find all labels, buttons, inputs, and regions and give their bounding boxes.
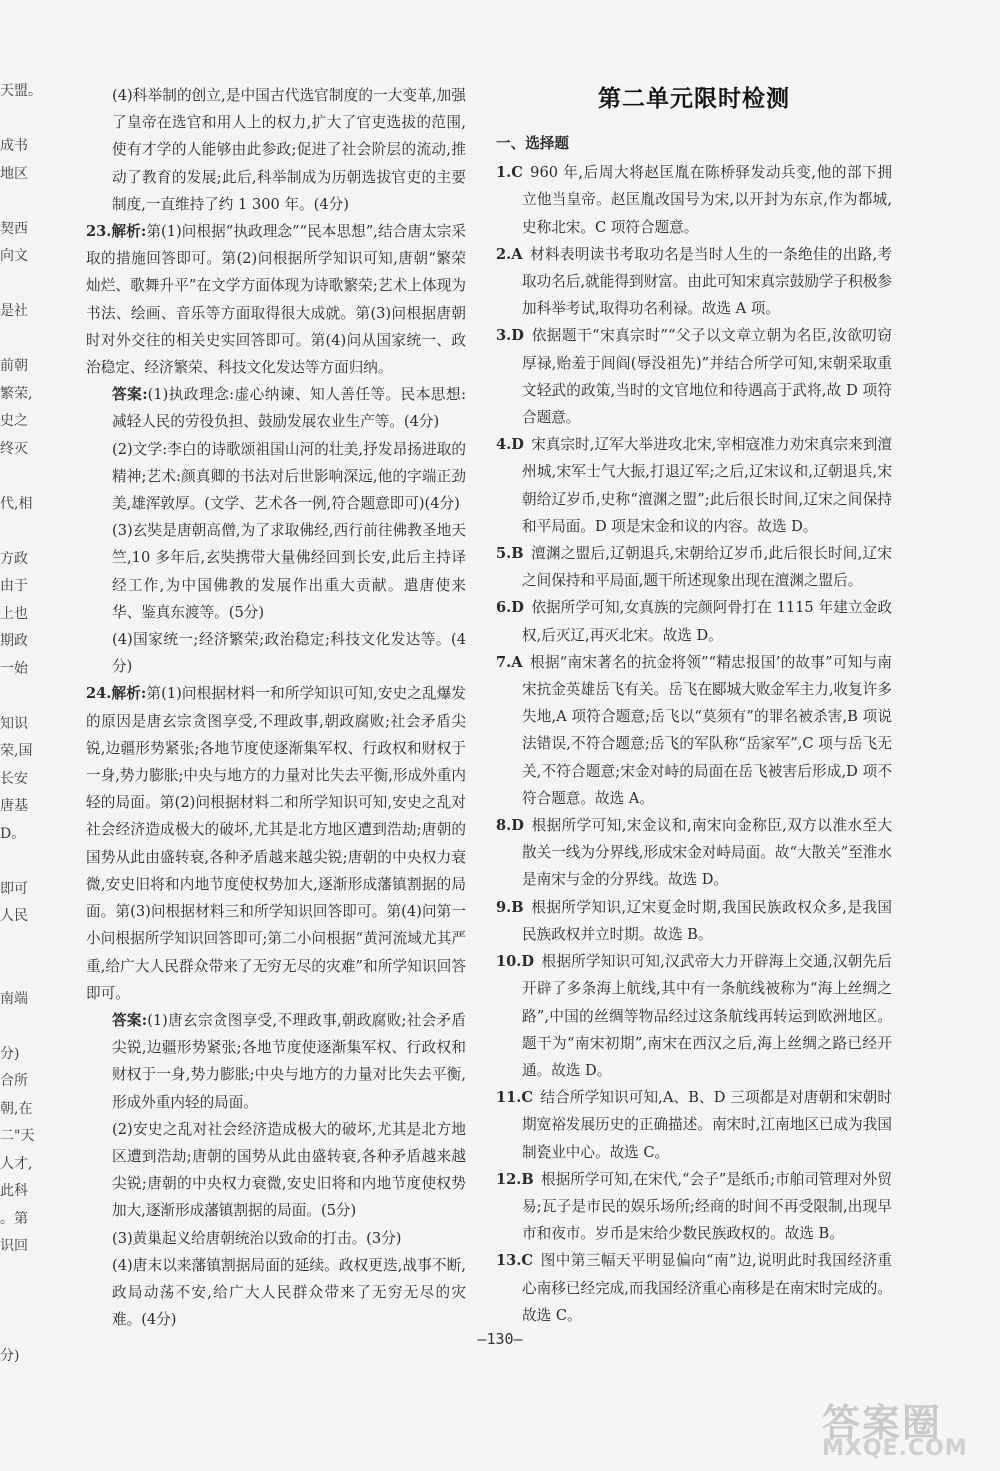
edge-fragment: 一始 [0,660,28,677]
edge-fragment [0,1316,40,1344]
edge-fragment: 荣,国 [0,743,33,759]
edge-fragment: 前朝 [0,358,28,374]
item-explanation: 960 年,后周大将赵匡胤在陈桥驿发动兵变,他的部下拥立他当皇帝。赵匡胤改国号为宋,以开封为东京,作为都城,史称北宋。C 项符合题意。 [522,164,892,236]
item-number: 13.C [496,1252,534,1270]
paragraph-label: 答案: [112,386,148,404]
page-number: —130— [477,1330,523,1348]
edge-fragment: 终灭 [0,440,28,457]
edge-fragment: 是社 [0,303,28,319]
paragraph-text: (4)科举制的创立,是中国古代选官制度的一大变革,加强了皇帝在选官和用人上的权力,扩大了官吏选拔的范围,使有才学的人能够由此参政;促进了社会阶层的流动,推动了教育的发展;此后,科举制成为历朝选拔官吏的主要制度,一直维持了约 1 300 年。(4分) [112,87,466,213]
paragraph-text: (2)安史之乱对社会经济造成极大的破坏,尤其是北方地区遭到浩劫;唐朝的国势从此由盛转衰,各种矛盾越来越尖锐;唐朝的中央权力衰微,安史旧将和内地节度使权势加大,逐渐形成藩镇割据的局面。(5分) [112,1120,466,1220]
watermark-text-cn: 答案圈 [822,1401,943,1445]
edge-fragment [0,683,40,711]
paragraph-text: (1)唐玄宗贪图享受,不理政事,朝政腐败;社会矛盾尖锐,边疆形势紧张;各地节度使逐渐集军权、行政权和财权于一身,势力膨胀;中央与地方的力量对比失去平衡,形成外重内轻的局面。 [112,1011,466,1111]
item-number: 5.B [496,545,524,563]
paragraph-text: (3)玄奘是唐朝高僧,为了求取佛经,西行前往佛教圣地天竺,10 多年后,玄奘携带大量佛经回到长安,此后主持译经工作,为中国佛教的发展作出重大贡献。遣唐使来华、鉴真东渡等。(5分) [112,522,466,621]
unit-test-title: 第二单元限时检测 [598,85,790,112]
paragraph-label: 23.解析: [86,223,147,241]
item-explanation: 澶渊之盟后,辽朝退兵,宋朝给辽岁币,此后很长时间,辽宋之间保持和平局面,题干所述现象出现在澶渊之盟后。 [522,545,892,590]
edge-fragment: 二"天 [0,1128,35,1144]
edge-fragment: 朝,在 [0,1100,33,1117]
answer-paragraph [86,517,466,626]
edge-fragment: 代,相 [0,495,33,512]
item-explanation: 依据所学可知,女真族的完颜阿骨打在 1115 年建立金政权,后灭辽,再灭北宋。故选 D。 [522,599,892,644]
edge-fragment: 即可 [0,880,28,897]
answer-list [496,159,892,1329]
item-number: 9.B [496,898,524,916]
edge-fragment: 合所 [0,1073,28,1089]
choice-answer-item [496,159,892,241]
paragraph-text: (4)国家统一;经济繁荣;政治稳定;科技文化发达等。(4分) [112,631,466,676]
cropped-left-column [0,78,42,1364]
answer-paragraph [86,1225,466,1252]
edge-fragment: 人才, [0,1155,33,1172]
middle-column [86,82,466,1333]
edge-fragment: 向文 [0,248,28,264]
answer-paragraph [86,218,466,381]
item-explanation: 结合所学知识可知,A、B、D 三项都是对唐朝和宋朝时期宽裕发展历史的正确描述。南宋时,江南地区已成为我国制瓷业中心。故选 C。 [522,1089,892,1161]
paragraph-text: (2)文学:李白的诗歌颂祖国山河的壮美,抒发昂扬进取的精神;艺术:颜真卿的书法对后世影响深远,他的字端正劲美,雄浑敦厚。(文学、艺术各一例,符合题意即可)(4分) [112,440,466,513]
edge-fragment: 天盟。 [0,83,42,99]
edge-fragment [0,518,40,546]
edge-fragment: 此科 [0,1183,28,1199]
paragraph-text: 第(1)问根据“执政理念”“民本思想”,结合唐太宗采取的措施回答即可。第(2)问根据所学知识可知,唐朝“繁荣灿烂、歌舞升平”在文学方面体现为诗歌繁荣;艺术上体现为书法、绘画、音乐等方面取得很大成就。第(3)问根据唐朝时对外交往的相关史实回答即可。第(4)问从国家统一、政治稳定、经济繁荣、科技文化发达等方面归纳。 [86,223,467,377]
answer-paragraph [86,1007,466,1116]
edge-fragment: 知识 [0,715,28,732]
answer-paragraph [86,1252,466,1334]
edge-fragment: 方政 [0,550,28,567]
choice-answer-item [496,948,892,1084]
edge-fragment: 期政 [0,633,28,649]
choice-answer-item [496,1247,892,1329]
answer-paragraph [86,381,466,435]
item-explanation: 根据所学可知,在宋代,“会子”是纸币;市舶司管理对外贸易;瓦子是市民的娱乐场所;经商的时间不再受限制,出现早市和夜市。岁币是宋给少数民族政权的。故选 B。 [522,1170,892,1243]
item-number: 10.D [496,953,535,971]
choice-answer-item [496,322,892,431]
answer-paragraph [86,82,466,218]
edge-fragment: 。第 [0,1210,28,1227]
item-number: 8.D [496,817,524,835]
answer-paragraph [86,626,466,680]
item-number: 7.A [496,653,523,671]
item-explanation: 根据所学知识,辽宋夏金时期,我国民族政权众多,是我国民族政权并立时期。故选 B。 [522,898,892,943]
choice-answer-item [496,894,892,948]
edge-fragment: 史之 [0,413,28,429]
choice-answer-item [496,540,892,594]
choice-answer-item [496,1166,892,1248]
edge-fragment: 分) [0,1348,20,1364]
edge-fragment [0,106,40,134]
edge-fragment: 分) [0,1045,20,1062]
edge-fragment: 由于 [0,578,28,594]
paragraph-text: (1)执政理念:虚心纳谏、知人善任等。民本思想:减轻人民的劳役负担、鼓励发展农业生产等。(4分) [112,386,466,431]
item-explanation: 材料表明读书考取功名是当时人生的一条绝佳的出路,考取功名后,就能得到财富。由此可知宋真宗鼓励学子积极参加科举考试,取得功名利禄。故选 A 项。 [522,245,892,318]
paragraph-label: 24.解析: [86,685,147,703]
edge-fragment: 上也 [0,605,28,622]
edge-fragment: 长安 [0,770,28,787]
item-number: 11.C [496,1089,534,1107]
item-explanation: 根据所学可知,宋金议和,南宋向金称臣,双方以淮水至大散关一线为分界线,形成宋金对峙局面。故“大散关”至淮水是南宋与金的分界线。故选 D。 [522,817,892,889]
edge-fragment [0,463,40,491]
paragraph-text: (4)唐末以来藩镇割据局面的延续。政权更迭,战事不断,政局动荡不安,给广大人民群众带来了无穷无尽的灾难。(4分) [112,1256,466,1329]
choice-answer-item [496,1084,892,1166]
watermark-logo [800,1392,990,1464]
section-heading: 一、选择题 [496,135,569,152]
item-explanation: 根据“南宋著名的抗金将领”“精忠报国’的故事”可知与南宋抗金英雄岳飞有关。岳飞在郾城大败金军主力,收复许多失地,A 项符合题意;岳飞以“莫须有”的罪名被杀害,B 项说法错误,不符合题意;岳飞的军队称“岳家军”,C 项与岳飞无关,不符合题意;宋金对峙的局面在岳飞被害后形成,D 项不符合题意。故选 A。 [522,653,892,807]
item-number: 6.D [496,599,524,617]
paragraph-text: 第(1)问根据材料一和所学知识可知,安史之乱爆发的原因是唐玄宗贪图享受,不理政事,朝政腐败;社会矛盾尖锐,边疆形势紧张;各地节度使逐渐集军权、行政权和财权于一身,势力膨胀;中央与地方的力量对比失去平衡,形成外重内轻的局面。第(2)问根据材料二和所学知识可知,安史之乱对社会经济造成极大的破坏,尤其是北方地区遭到浩劫;唐朝的国势从此由盛转衰,各种矛盾越来越尖锐;唐朝的中央权力衰微,安史旧将和内地节度使权势加大,逐渐形成藩镇割据的局面。第(3)问根据材料三和所学知识回答即可。第(4)问第一小问根据所学知识回答即可;第二小问根据“黄河流域尤其严重,给广大人民群众带来了无穷无尽的灾难”和所学知识回答即可。 [86,685,466,1002]
edge-fragment: 人民 [0,908,28,924]
edge-fragment: 南端 [0,990,28,1007]
choice-answer-item [496,594,892,648]
choice-answer-item [496,241,892,323]
item-explanation: 图中第三幅天平明显偏向“南”边,说明此时我国经济重心南移已经完成,而我国经济重心南移是在南宋时完成的。故选 C。 [522,1252,892,1324]
edge-fragment: 契西 [0,220,28,237]
answer-paragraph [86,1116,466,1225]
item-explanation: 根据所学知识可知,汉武帝大力开辟海上交通,汉朝先后开辟了多条海上航线,其中有一条航线被称为“海上丝绸之路”,中国的丝绸等物品经过这条航线再转运到欧洲地区。题干为“南宋初期”,南宋在西汉之后,海上丝绸之路已经开通。故选 D。 [522,953,892,1079]
edge-fragment: 成书 [0,138,28,154]
edge-fragment: 唐基 [0,798,28,814]
choice-answer-item [496,649,892,812]
edge-fragment [0,188,40,216]
edge-fragment [0,848,40,876]
paragraph-label: 答案: [112,1011,148,1029]
item-explanation: 依据题干“宋真宗时”“父子以文章立朝为名臣,汝欲叨窃厚禄,贻羞于闾阎(辱没祖先)”并结合所学可知,宋朝采取重文轻武的政策,当时的文官地位和待遇高于武将,故 D 项符合题意。 [522,327,892,427]
watermark-text-en: MXQE.COM [822,1436,968,1461]
item-number: 1.C [496,164,523,182]
edge-fragment: 识回 [0,1238,28,1254]
item-number: 3.D [496,327,524,345]
choice-answer-item [496,812,892,894]
edge-fragment: D。 [0,825,26,842]
item-number: 12.B [496,1170,534,1188]
answer-paragraph [86,680,466,1006]
edge-fragment [0,1261,40,1289]
answer-paragraph [86,436,466,518]
choice-answer-item [496,431,892,540]
edge-fragment: 繁荣, [0,385,33,402]
item-number: 4.D [496,436,524,454]
right-column [496,82,892,1329]
edge-fragment [0,271,40,299]
edge-fragment [0,326,40,354]
item-explanation: 宋真宗时,辽军大举进攻北宋,宰相寇准力劝宋真宗来到澶州城,宋军士气大振,打退辽军;之后,辽宋议和,辽朝退兵,宋朝给辽岁币,史称“澶渊之盟”;此后很长时间,辽宋之间保持和平局面。D 项是宋金和议的内容。故选 D。 [522,436,892,535]
edge-fragment [0,931,40,959]
edge-fragment [0,1013,40,1041]
item-number: 2.A [496,245,523,263]
edge-fragment [0,1288,40,1316]
edge-fragment: 地区 [0,165,28,182]
edge-fragment [0,958,40,986]
paragraph-text: (3)黄巢起义给唐朝统治以致命的打击。(3分) [112,1229,402,1247]
